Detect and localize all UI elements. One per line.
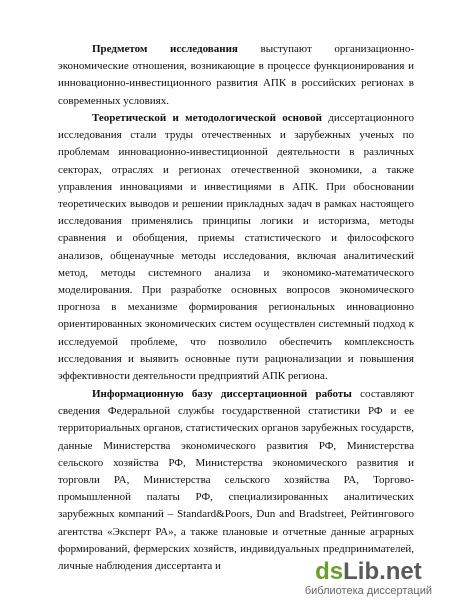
watermark-logo-box (301, 557, 438, 601)
paragraph-text: диссертационного исследования стали труды отечественных и зарубежных ученых по проблемам инновационно-инвестиционной деятельности в различных секторах, отраслях и регионах отечественной экономики, а также управления инновациями и инвестициями в АПК. При обосновании теоретических выводов и решении прикладных задач в рамках настоящего исследования применялись принципы логики и историзма, методы сравнения и обобщения, приемы статистического и философского анализов, общенаучные методы исследования, включая аналитический метод, методы системного анализа и экономико-математического моделирования. При разработке основных вопросов экономического прогноза в механизме формирования региональных инновационно ориентированных экономических систем осуществлен системный подход к исследуемой проблеме, что позволило обеспечить комплексность исследования и выявить основные пути рационализации и повышения эффективности деятельности предприятий АПК региона. (58, 112, 414, 383)
watermark-logo (305, 559, 432, 585)
paragraph-information-base (58, 386, 414, 575)
watermark (252, 553, 438, 605)
paragraph-lead: Теоретической и методологической основой (92, 112, 322, 124)
paragraph-text: выступают организационно-экономические отношения, возникающие в процессе функционирования и инновационно-инвестиционного развития АПК в российских регионах в современных условиях. (58, 43, 415, 107)
paragraph-lead: Предметом исследования (92, 43, 238, 55)
paragraph-methodology (58, 110, 414, 385)
paragraph-subject (58, 41, 414, 110)
watermark-tagline: библиотека диссертаций (304, 585, 432, 597)
paragraph-text: составляют сведения Федеральной службы государственной статистики РФ и ее территориальных органов, статистических органов зарубежных государств, данные Министерства экономического развития РФ, Министерства сельского хозяйства РФ, Министерства экономического развития и торговли РА, Министерства сельского хозяйства РА, Торгово-промышленной палаты РФ, специализированных аналитических зарубежных компаний – Standard&Poors, Dun and Bradstreet, Рейтингового агентства «Эксперт РА», а также плановые и отчетные данные аграрных формирований, фермерских хозяйств, индивидуальных предпринимателей, личные наблюдения диссертанта и (58, 388, 414, 573)
watermark-logo-part2: Lib.net (343, 558, 422, 585)
watermark-logo-part1: ds (315, 558, 344, 585)
paragraph-lead: Информационную базу диссертационной работы (92, 388, 352, 400)
